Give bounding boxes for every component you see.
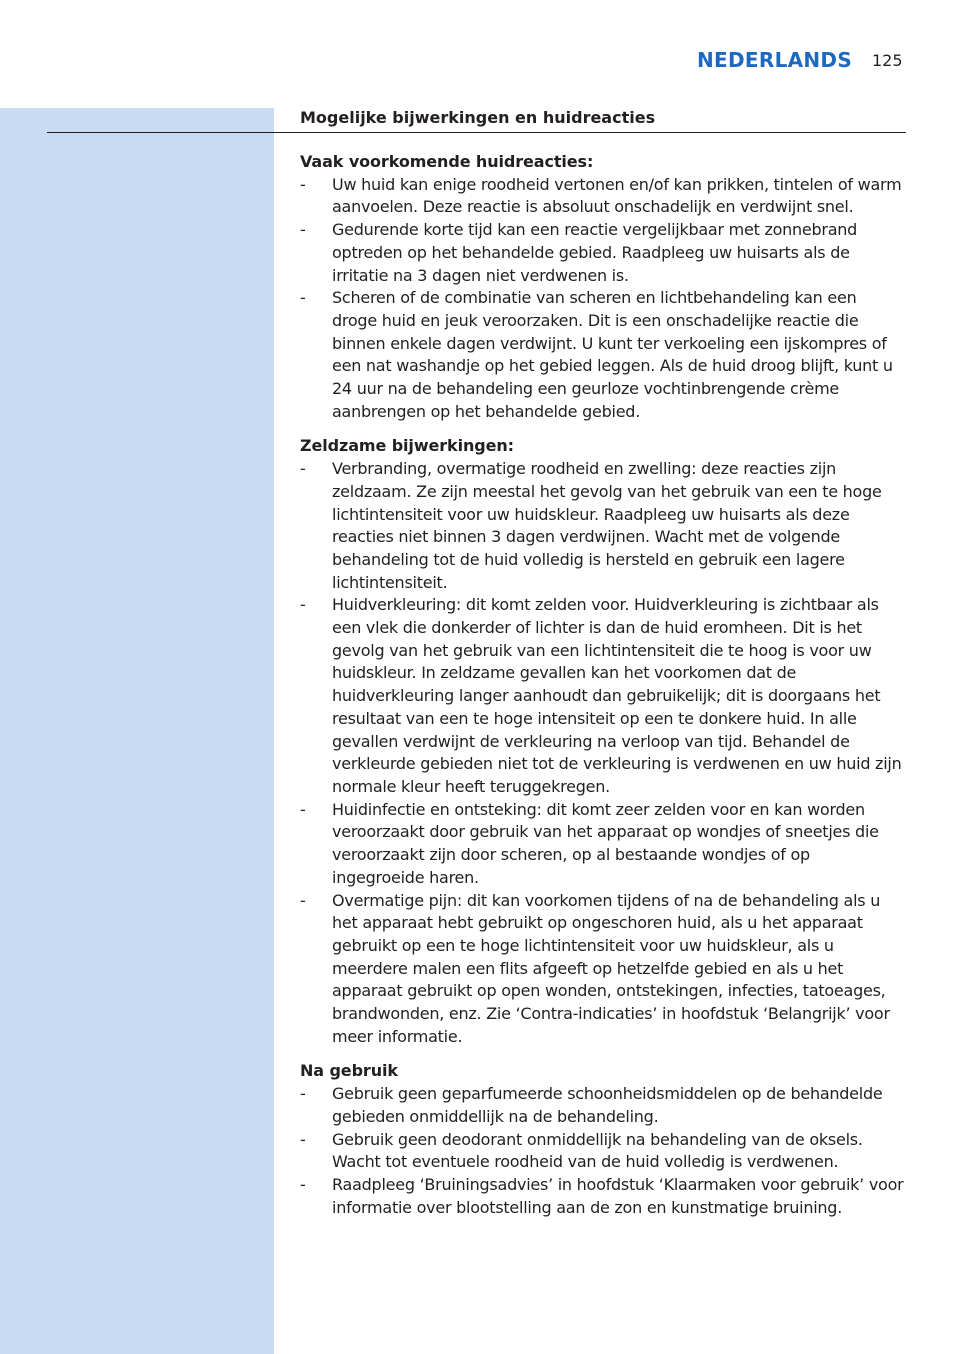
bullet-dash: - (300, 1084, 306, 1104)
list-item (300, 594, 906, 798)
section-after-use (300, 1060, 906, 1219)
bullet-dash: - (300, 890, 306, 910)
list-item (300, 1174, 906, 1219)
list-item (300, 799, 906, 890)
bullet-list (300, 458, 906, 1048)
list-item (300, 890, 906, 1049)
list-item (300, 1129, 906, 1174)
list-item-text: Gebruik geen deodorant onmiddellijk na behandeling van de oksels. Wacht tot eventuele roodheid van de huid volledig is verdwenen. (332, 1129, 863, 1172)
section-heading: Vaak voorkomende huidreacties: (300, 152, 594, 171)
list-item-text: Raadpleeg ‘Bruiningsadvies’ in hoofdstuk ‘Klaarmaken voor gebruik’ voor informatie over blootstelling aan de zon en kunstmatige bruining. (332, 1174, 904, 1217)
bullet-dash: - (300, 799, 306, 819)
section-rare-side-effects (300, 435, 906, 1048)
list-item-text: Scheren of de combinatie van scheren en lichtbehandeling kan een droge huid en jeuk veroorzaken. Dit is een onschadelijke reactie die binnen enkele dagen verdwijnt. U kunt ter verkoeling een ijskompres of een nat washandje op het gebied leggen. Als de huid droog blijft, kunt u 24 uur na de behandeling een geurloze vochtinbrengende crème aanbrengen op het behandelde gebied. (332, 288, 893, 421)
list-item-text: Gebruik geen geparfumeerde schoonheidsmiddelen op de behandelde gebieden onmiddellijk na de behandeling. (332, 1084, 883, 1126)
bullet-dash: - (300, 595, 306, 615)
section-title: Mogelijke bijwerkingen en huidreacties (300, 108, 656, 127)
bullet-dash: - (300, 1174, 306, 1194)
main-content (300, 151, 906, 1231)
section-divider (47, 132, 906, 133)
section-heading: Zeldzame bijwerkingen: (300, 436, 514, 456)
bullet-dash: - (300, 288, 306, 308)
bullet-dash: - (300, 220, 306, 240)
list-item-text: Verbranding, overmatige roodheid en zwelling: deze reacties zijn zeldzaam. Ze zijn meestal het gevolg van het gebruik van een te hoge lichtintensiteit voor uw huidskleur. Raadpleeg uw huisarts als deze reacties niet binnen 3 dagen verdwijnen. Wacht met de volgende behandeling tot de huid volledig is hersteld en gebruik een lagere lichtintensiteit. (332, 459, 882, 592)
page-number: 125 (872, 51, 903, 70)
list-item-text: Huidinfectie en ontsteking: dit komt zeer zelden voor en kan worden veroorzaakt door gebruik van het apparaat op wondjes of sneetjes die veroorzaakt zijn door scheren, op al bestaande wondjes of op ingegroeide haren. (332, 799, 879, 887)
list-item-text: Huidverkleuring: dit komt zelden voor. Huidverkleuring is zichtbaar als een vlek die donkerder of lichter is dan de huid eromheen. Dit is het gevolg van het gebruik van een lichtintensiteit die te hoog is voor uw huidskleur. In zeldzame gevallen kan het voorkomen dat de huidverkleuring langer aanhoudt dan gebruikelijk; dit is doorgaans het resultaat van een te hoge intensiteit op een te donkere huid. In alle gevallen verdwijnt de verkleuring na verloop van tijd. Behandel de verkleurde gebieden niet tot de verkleuring is verdwenen en uw huid zijn normale kleur heeft teruggekregen. (332, 595, 902, 796)
section-common-reactions (300, 151, 906, 423)
list-item (300, 287, 906, 423)
list-item-text: Overmatige pijn: dit kan voorkomen tijdens of na de behandeling als u het apparaat hebt gebruikt op ongeschoren huid, als u het apparaat gebruikt op een te hoge lichtintensiteit voor uw huidskleur, als u meerdere malen een flits afgeeft op hetzelfde gebied en als u het apparaat gebruikt op open wonden, ontstekingen, infecties, tatoeages, brandwonden, enz. Zie ‘Contra-indicaties’ in hoofdstuk ‘Belangrijk’ voor meer informatie. (332, 890, 890, 1046)
section-heading: Na gebruik (300, 1061, 398, 1081)
list-item (300, 458, 906, 594)
list-item (300, 219, 906, 287)
language-header: NEDERLANDS (697, 48, 853, 72)
list-item-text: Gedurende korte tijd kan een reactie vergelijkbaar met zonnebrand optreden op het behandelde gebied. Raadpleeg uw huisarts als de irritatie na 3 dagen niet verdwenen is. (332, 220, 858, 285)
list-item-text: Uw huid kan enige roodheid vertonen en/of kan prikken, tintelen of warm aanvoelen. Deze reactie is absoluut onschadelijk en verdwijnt snel. (332, 174, 902, 217)
bullet-dash: - (300, 459, 306, 479)
list-item (300, 1083, 906, 1128)
bullet-dash: - (300, 174, 306, 194)
bullet-list (300, 1083, 906, 1219)
bullet-list (300, 174, 906, 424)
list-item (300, 174, 906, 219)
bullet-dash: - (300, 1129, 306, 1149)
sidebar-panel (0, 108, 274, 1354)
